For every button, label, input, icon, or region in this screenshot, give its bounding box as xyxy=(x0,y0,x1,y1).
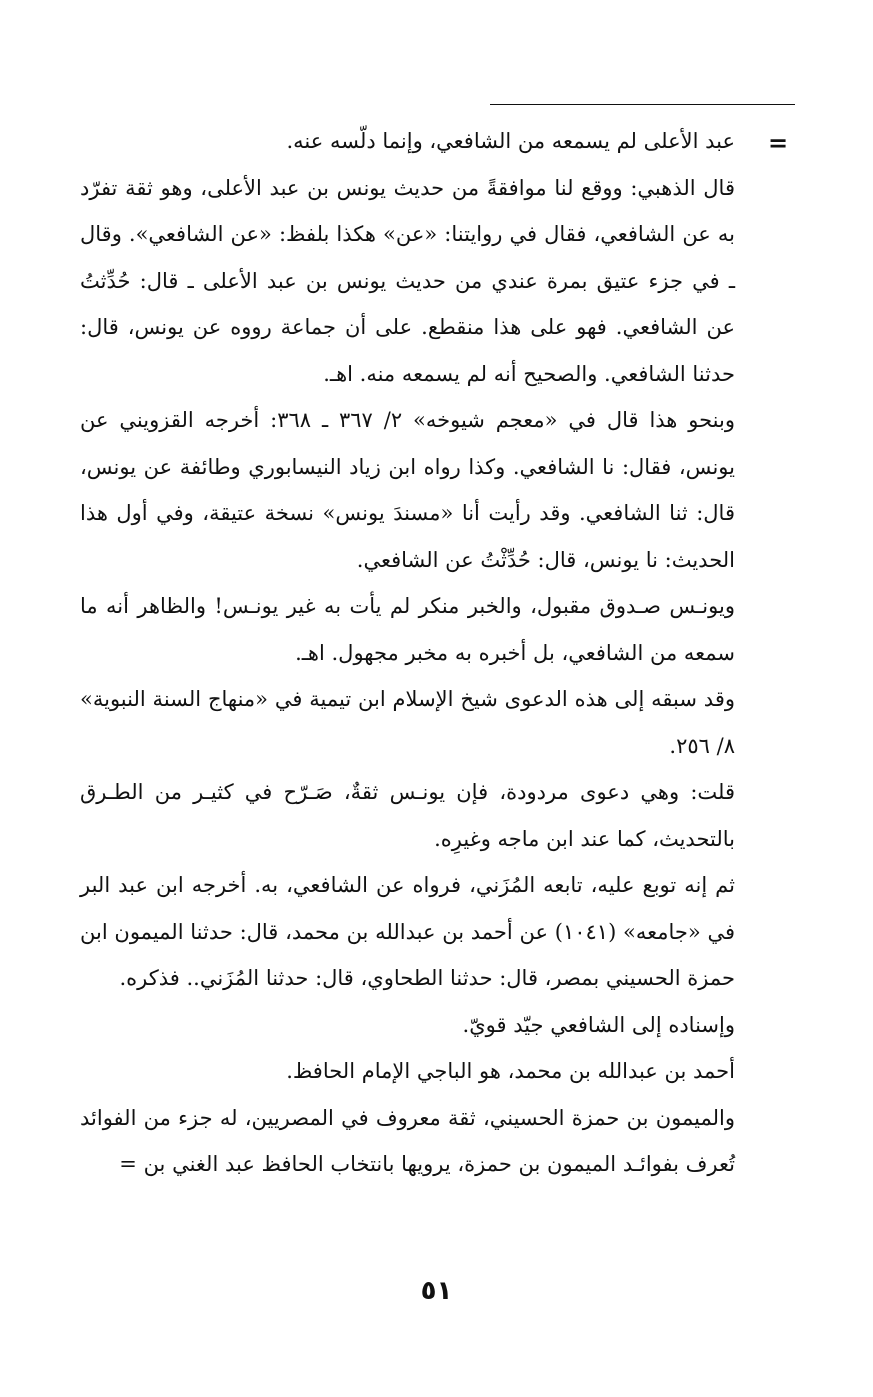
footnote-paragraph-8: وإسناده إلى الشافعي جيّد قويّ. xyxy=(462,1012,735,1037)
footnote-paragraph-2: قال الذهبي: ووقع لنا موافقةً من حديث يونس بن عبد الأعلى، وهو ثقة تفرّد به عن الشافعي، فقال في روايتنا: «عن» هكذا بلفظ: «عن الشافعي». وقال ـ في جزء عتيق بمرة عندي من حديث يونس بن عبد الأعلى ـ قال: حُدِّثتُ عن الشافعي. فهو على هذا منقطع. على أن جماعة رووه عن يونس، قال: حدثنا الشافعي. والصحيح أنه لم يسمعه منه. اهـ. xyxy=(80,175,735,386)
footnote-text xyxy=(80,118,735,1188)
footnote-separator-line xyxy=(490,104,795,105)
footnote-paragraph-9: أحمد بن عبدالله بن محمد، هو الباجي الإمام الحافظ. xyxy=(286,1059,735,1083)
footnote-paragraph-6: قلت: وهي دعوى مردودة، فإن يونـس ثقةٌ، صَـرّح في كثيـر من الطـرق بالتحديث، كما عند ابن ماجه وغيرِه. xyxy=(80,780,735,851)
footnote-paragraph-5: وقد سبقه إلى هذه الدعوى شيخ الإسلام ابن تيمية في «منهاج السنة النبوية» ٨/ ٢٥٦. xyxy=(80,687,735,758)
continuation-mark: = xyxy=(768,129,789,157)
footnote-paragraph-10: والميمون بن حمزة الحسيني، ثقة معروف في المصريين، له جزء من الفوائد تُعرف بفوائـد الميمون بن حمزة، يرويها بانتخاب الحافظ عبد الغني بن = xyxy=(80,1105,735,1176)
footnote-paragraph-1: عبد الأعلى لم يسمعه من الشافعي، وإنما دلّسه عنه. xyxy=(286,129,735,153)
footnote-paragraph-7: ثم إنه توبع عليه، تابعه المُزَني، فرواه عن الشافعي، به. أخرجه ابن عبد البر في «جامعه» (١٠٤١) عن أحمد بن عبدالله بن محمد، قال: حدثنا الميمون ابن حمزة الحسيني بمصر، قال: حدثنا الطحاوي، قال: حدثنا المُزَني.. فذكره. xyxy=(80,873,735,990)
page-number: ٥١ xyxy=(420,1276,453,1306)
footnote-paragraph-4: ويونـس صـدوق مقبول، والخبر منكر لم يأت به غير يونـس! والظاهر أنه ما سمعه من الشافعي، بل أخبره به مخبر مجهول. اهـ. xyxy=(80,594,735,665)
footnote-paragraph-3: وبنحو هذا قال في «معجم شيوخه» ٢/ ٣٦٧ ـ ٣٦٨: أخرجه القزويني عن يونس، فقال: نا الشافعي. وكذا رواه ابن زياد النيسابوري وطائفة عن يونس، قال: ثنا الشافعي. وقد رأيت أنا «مسندَ يونس» نسخة عتيقة، وفي أول هذا الحديث: نا يونس، قال: حُدِّثْتُ عن الشافعي. xyxy=(80,408,736,572)
